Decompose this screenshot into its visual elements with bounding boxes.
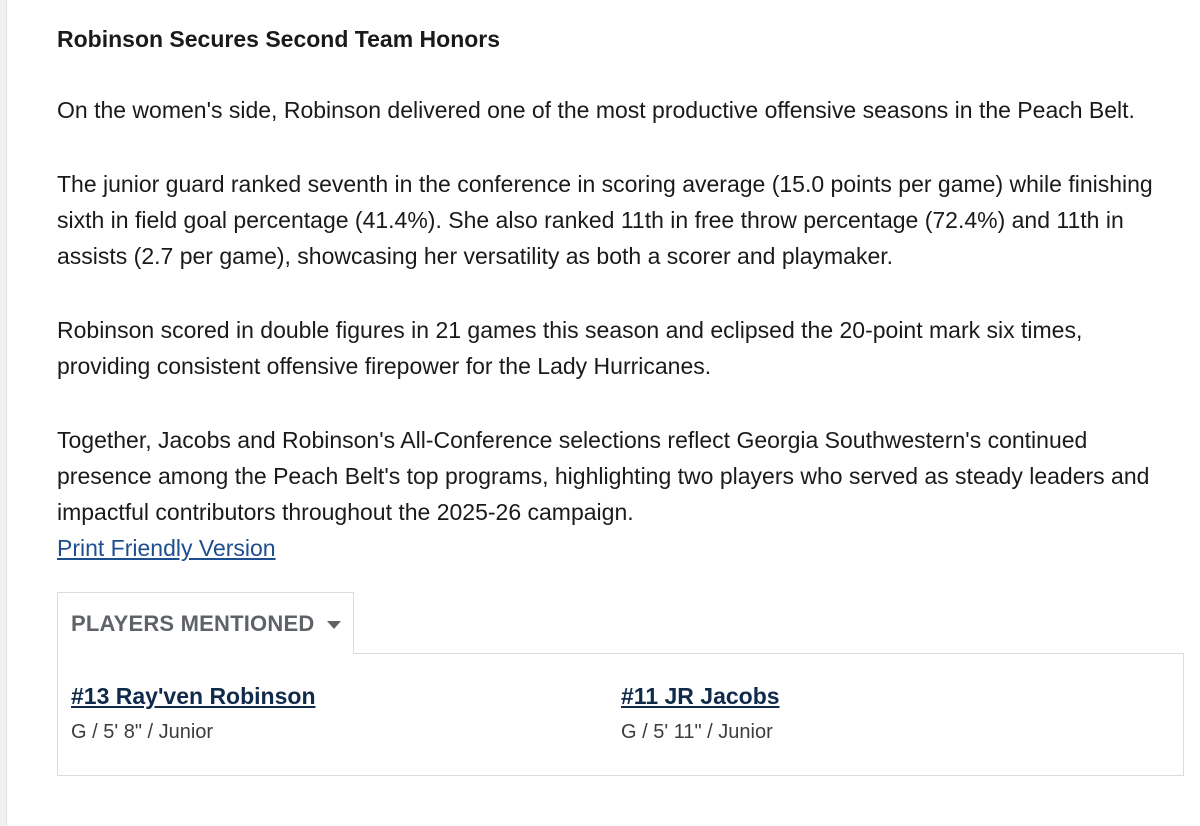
player-name-link[interactable]: #11 JR Jacobs <box>621 683 780 709</box>
article-paragraph-1: On the women's side, Robinson delivered one of the most productive offensive seasons in the Peach Belt. <box>57 97 1135 123</box>
player-info: G / 5' 8" / Junior <box>71 721 214 743</box>
print-friendly-link[interactable]: Print Friendly Version <box>57 535 276 561</box>
caret-down-icon <box>327 621 341 629</box>
section-heading: Robinson Secures Second Team Honors <box>57 26 501 52</box>
player-card <box>71 680 316 746</box>
players-mentioned-panel <box>57 653 1184 776</box>
page-left-border <box>0 0 7 826</box>
players-mentioned-toggle[interactable] <box>57 592 354 654</box>
player-card <box>621 680 780 746</box>
article-paragraph-4: Together, Jacobs and Robinson's All-Conference selections reflect Georgia Southwestern's continued presence among the Peach Belt's top programs, highlighting two players who served as steady leaders and impactful contributors throughout the 2025-26 campaign. <box>57 427 1150 525</box>
article-paragraph-3: Robinson scored in double figures in 21 games this season and eclipsed the 20-point mark six times, providing consistent offensive firepower for the Lady Hurricanes. <box>57 317 1083 379</box>
player-name-link[interactable]: #13 Ray'ven Robinson <box>71 683 316 709</box>
players-mentioned-label: PLAYERS MENTIONED <box>71 610 315 636</box>
article-paragraph-2: The junior guard ranked seventh in the conference in scoring average (15.0 points per game) while finishing sixth in field goal percentage (41.4%). She also ranked 11th in free throw percentage (72.4%) and 11th in assists (2.7 per game), showcasing her versatility as both a scorer and playmaker. <box>57 171 1153 269</box>
player-info: G / 5' 11" / Junior <box>621 721 773 743</box>
